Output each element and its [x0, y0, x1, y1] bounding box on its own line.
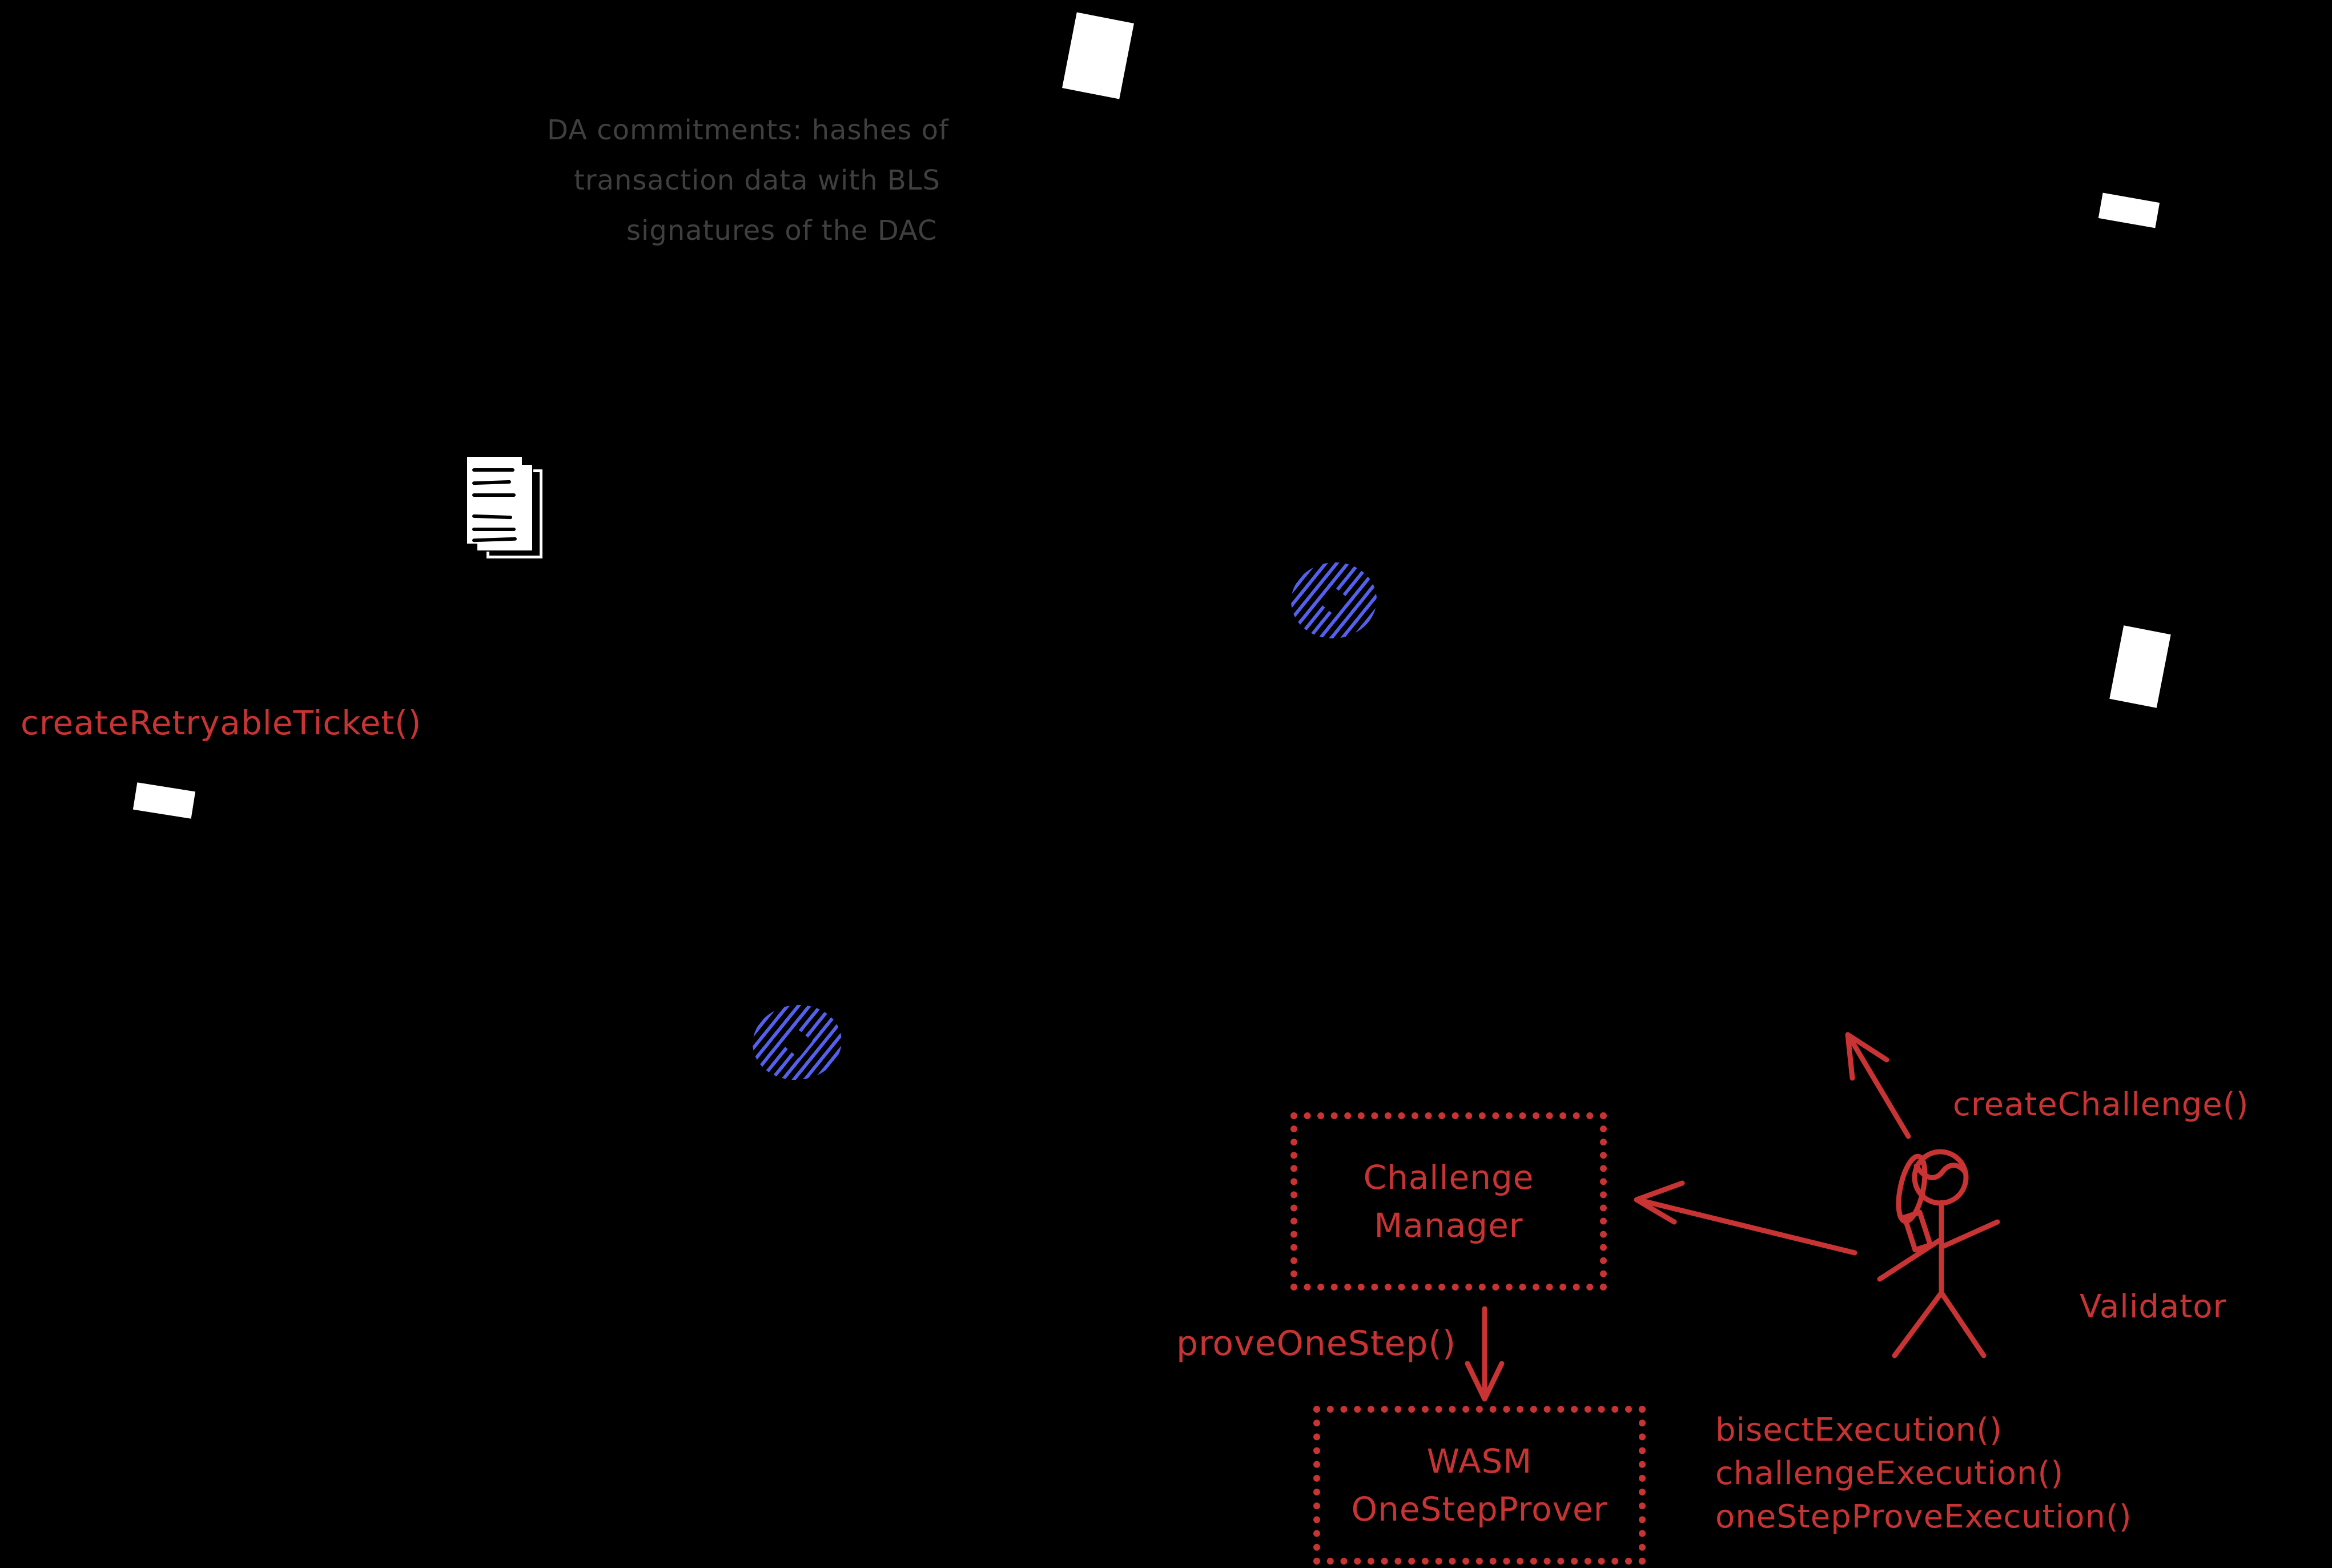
wasm-one-step-prover-box — [1313, 1406, 1646, 1565]
arrow-to-challenge-manager — [1637, 1183, 1855, 1253]
document-stack-icon — [467, 457, 553, 568]
note-line-1: DA commitments: hashes of — [547, 114, 949, 146]
ethereum-diamond-glyph — [782, 1027, 812, 1058]
create-challenge-label: createChallenge() — [1953, 1086, 2249, 1123]
white-paper-top — [1062, 13, 1134, 99]
bisect-execution-label: bisectExecution() — [1715, 1412, 2003, 1449]
white-bar-right — [2098, 193, 2160, 228]
wasm-prover-title-line2: OneStepProver — [1351, 1490, 1608, 1529]
validator-figure — [1880, 1152, 1997, 1356]
one-step-prove-execution-label: oneStepProveExecution() — [1715, 1498, 2132, 1535]
challenge-execution-label: challengeExecution() — [1715, 1455, 2064, 1492]
validator-phone — [1904, 1212, 1930, 1250]
create-retryable-ticket-label: createRetryableTicket() — [21, 703, 422, 742]
validator-arms — [1880, 1222, 1997, 1279]
validator-label: Validator — [2080, 1288, 2227, 1325]
white-bar-left — [133, 782, 195, 819]
challenge-manager-title-line1: Challenge — [1363, 1158, 1534, 1197]
validator-head — [1915, 1152, 1966, 1203]
validator-ponytail — [1893, 1154, 1929, 1224]
white-paper-right — [2109, 625, 2170, 708]
wasm-prover-title-line1: WASM — [1426, 1442, 1533, 1481]
document-front-sheet — [467, 457, 522, 544]
ethereum-diamond-glyph — [1318, 585, 1349, 616]
challenge-manager-title-line2: Manager — [1374, 1206, 1523, 1245]
challenge-manager-box — [1290, 1112, 1607, 1290]
note-line-2: transaction data with BLS — [574, 164, 941, 196]
note-line-3: signatures of the DAC — [626, 215, 938, 247]
prove-one-step-label: proveOneStep() — [1176, 1324, 1457, 1364]
validator-legs — [1895, 1293, 1984, 1356]
validator-hair-wave — [1916, 1165, 1965, 1178]
ethereum-coin-icon — [749, 1000, 846, 1084]
ethereum-coin-icon — [1287, 558, 1380, 643]
arrow-create-challenge — [1848, 1035, 1908, 1136]
arrow-prove-one-step — [1467, 1309, 1502, 1399]
